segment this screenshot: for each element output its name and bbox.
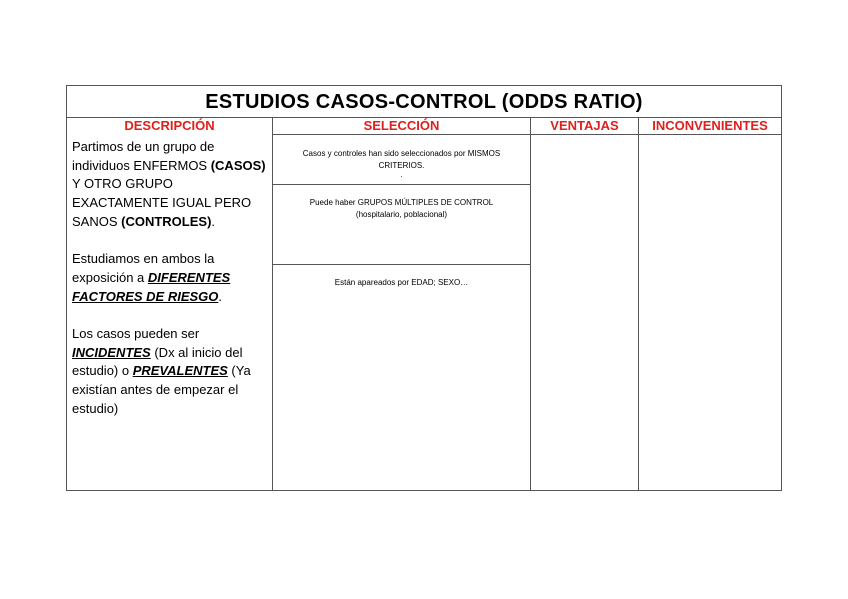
emphasis-incidentes: INCIDENTES (72, 344, 151, 360)
seleccion-item-grupos-control (273, 185, 530, 265)
bold-casos: (CASOS) (210, 157, 266, 173)
text-span: (Dx al inicio del estudio) o (72, 344, 243, 379)
descripcion-paragraph-1 (72, 138, 266, 232)
seleccion-item-criterios (273, 135, 530, 185)
descripcion-paragraph-2 (72, 250, 266, 306)
column-inconvenientes (639, 117, 781, 490)
text-span: Los casos pueden ser (72, 326, 200, 341)
emphasis-factores-riesgo: DIFERENTES FACTORES DE RIESGO (72, 269, 231, 304)
descripcion-paragraph-3 (72, 325, 266, 419)
text-span: (Ya existían antes de empezar el estudio) (72, 363, 251, 416)
header-descripcion: DESCRIPCIÓN (124, 118, 215, 133)
text-span: Estudiamos en ambos la exposición a (72, 251, 215, 285)
case-control-table (66, 85, 782, 491)
text-span: . (218, 288, 223, 304)
descripcion-text (67, 135, 272, 419)
column-ventajas (531, 117, 639, 490)
column-seleccion (273, 117, 531, 490)
seleccion-item-text: Están apareados por EDAD; SEXO… (334, 278, 469, 287)
column-descripcion (67, 117, 273, 490)
header-ventajas: VENTAJAS (531, 117, 638, 135)
seleccion-item-text: Puede haber GRUPOS MÚLTIPLES DE CONTROL (hospitalario, poblacional) (309, 198, 494, 219)
header-inconvenientes: INCONVENIENTES (639, 117, 781, 135)
bold-controles: (CONTROLES) (121, 213, 212, 229)
text-span: . (211, 213, 216, 229)
table-title: ESTUDIOS CASOS-CONTROL (ODDS RATIO) (67, 86, 781, 118)
seleccion-item-text: Casos y controles han sido seleccionados por MISMOS CRITERIOS. (302, 149, 501, 170)
seleccion-item-dot: . (400, 170, 403, 179)
text-span: Y OTRO GRUPO EXACTAMENTE IGUAL PERO SANOS (72, 176, 252, 229)
emphasis-prevalentes: PREVALENTES (132, 363, 228, 379)
seleccion-item-apareados (273, 265, 530, 289)
text-span: Partimos de un grupo de individuos ENFERMOS (72, 139, 215, 173)
header-seleccion: SELECCIÓN (273, 117, 530, 135)
